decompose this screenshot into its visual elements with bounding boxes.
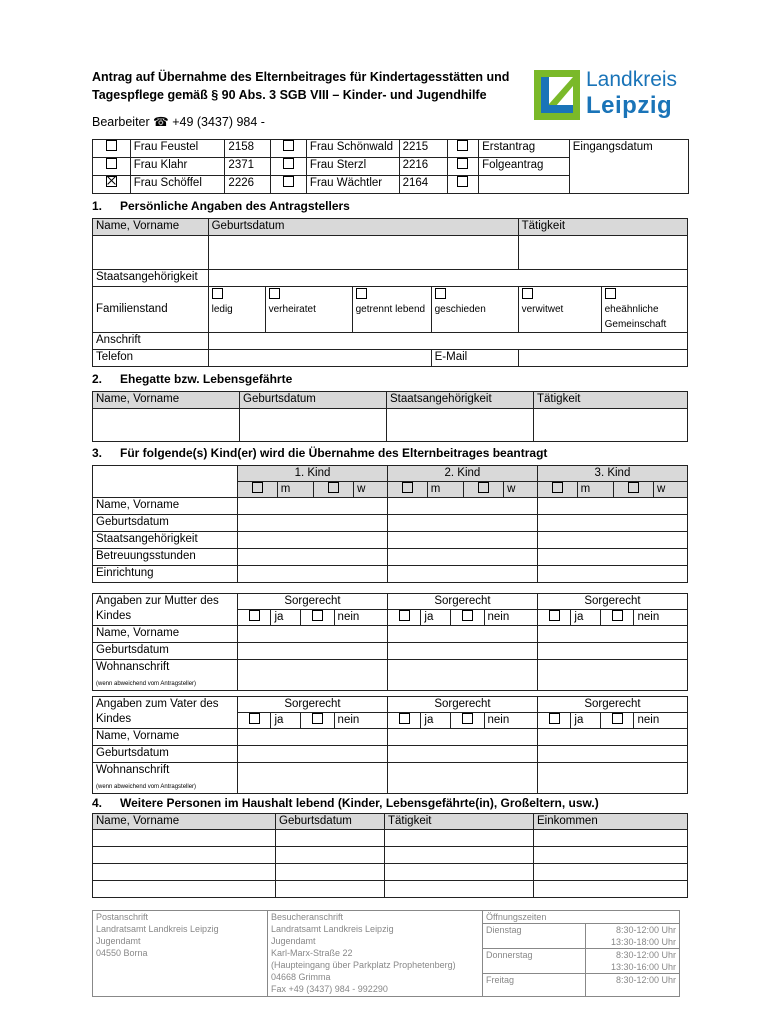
mutter-field[interactable] (537, 643, 687, 660)
staff-name: Frau Klahr (130, 158, 225, 176)
kind-row-label: Staatsangehörigkeit (93, 532, 238, 549)
col-name: Name, Vorname (93, 814, 276, 830)
staff-ext: 2158 (225, 140, 271, 158)
kind-row-label: Geburtsdatum (93, 515, 238, 532)
kind-field[interactable] (537, 515, 687, 532)
email-label: E-Mail (431, 350, 518, 367)
section-2-table (92, 391, 688, 442)
person-field[interactable] (93, 830, 276, 847)
col-staat: Staatsangehörigkeit (387, 392, 534, 409)
vater-field[interactable] (387, 763, 537, 794)
children-table: 1. Kind 2. Kind 3. Kind m w m w m w Name, Vorname Geburtsdatum Staatsangehörigkeit Betreuungsstunden Einrichtung (92, 465, 688, 583)
section-1-table: Name, Vorname Geburtsdatum Tätigkeit Staatsangehörigkeit Familienstand ledig verheiratet getrennt lebend geschieden verwitwet eheähnliche Gemeinschaft Anschrift Telefon E-Mail (92, 218, 688, 367)
ledig-checkbox[interactable] (212, 288, 223, 299)
mutter-row-label: Wohnanschrift (wenn abweichend vom Antragsteller) (93, 660, 238, 691)
col-name: Name, Vorname (93, 219, 209, 236)
kind-row-label: Name, Vorname (93, 498, 238, 515)
taetigkeit-field[interactable] (518, 236, 687, 270)
kind-3-m-checkbox[interactable] (552, 482, 563, 493)
vater-field[interactable] (238, 729, 388, 746)
vater-row-label: Geburtsdatum (93, 746, 238, 763)
person-field[interactable] (276, 864, 385, 881)
vater-field[interactable] (537, 729, 687, 746)
col-geburtsdatum: Geburtsdatum (276, 814, 385, 830)
father-table: Angaben zum Vater des Kindes Sorgerecht Sorgerecht Sorgerecht ja nein ja nein ja nein Name, Vorname Geburtsdatum Wohnanschrift (wenn abweichend vom Antragsteller) (92, 696, 688, 794)
kind-field[interactable] (238, 549, 388, 566)
person-field[interactable] (93, 881, 276, 898)
col-taetigkeit: Tätigkeit (534, 392, 688, 409)
person-field[interactable] (276, 847, 385, 864)
section-2-heading: 2. Ehegatte bzw. Lebensgefährte (92, 372, 293, 386)
bearbeiter-phone: Bearbeiter ☎ +49 (3437) 984 - (92, 115, 265, 129)
person-field[interactable] (93, 847, 276, 864)
kind-field[interactable] (238, 532, 388, 549)
landkreis-logo (534, 68, 684, 124)
kind-field[interactable] (537, 498, 687, 515)
person-field[interactable] (534, 830, 688, 847)
kind-field[interactable] (238, 498, 388, 515)
kind-field[interactable] (238, 566, 388, 583)
mutter-field[interactable] (238, 660, 388, 691)
staff-checkbox[interactable] (283, 158, 294, 169)
mutter-row-label: Geburtsdatum (93, 643, 238, 660)
staff-name: Frau Schönwald (306, 140, 399, 158)
partner-taet-field[interactable] (534, 409, 688, 442)
partner-geb-field[interactable] (240, 409, 387, 442)
kind-row-label: Betreuungsstunden (93, 549, 238, 566)
antrag-option: Erstantrag (479, 140, 570, 158)
sorgerecht-nein-checkbox[interactable] (462, 713, 473, 724)
staff-ext: 2371 (225, 158, 271, 176)
familienstand-label: Familienstand (93, 287, 209, 333)
verheiratet-checkbox[interactable] (269, 288, 280, 299)
geschieden-checkbox[interactable] (435, 288, 446, 299)
antrag-option: Folgeantrag (479, 158, 570, 176)
staff-ext: 2215 (399, 140, 447, 158)
eheaehnlich-checkbox[interactable] (605, 288, 616, 299)
kind-3-header: 3. Kind (537, 466, 687, 482)
form-title (92, 68, 532, 104)
partner-name-field[interactable] (93, 409, 240, 442)
logo-mark-icon (534, 70, 580, 120)
telefon-label: Telefon (93, 350, 209, 367)
partner-staat-field[interactable] (387, 409, 534, 442)
antrag-checkbox[interactable] (457, 158, 468, 169)
kind-field[interactable] (387, 498, 537, 515)
vater-row-label: Name, Vorname (93, 729, 238, 746)
kind-field[interactable] (238, 515, 388, 532)
kind-3-w-checkbox[interactable] (628, 482, 639, 493)
mutter-field[interactable] (238, 643, 388, 660)
kind-row-label: Einrichtung (93, 566, 238, 583)
sorgerecht-ja-checkbox[interactable] (249, 713, 260, 724)
sorgerecht-nein-checkbox[interactable] (312, 713, 323, 724)
vater-field[interactable] (238, 746, 388, 763)
sorgerecht-ja-checkbox[interactable] (249, 610, 260, 621)
mutter-field[interactable] (238, 626, 388, 643)
kind-field[interactable] (537, 532, 687, 549)
sorgerecht-nein-checkbox[interactable] (312, 610, 323, 621)
kind-field[interactable] (387, 549, 537, 566)
section-3-heading: 3. Für folgende(s) Kind(er) wird die Übernahme des Elternbeitrages beantragt (92, 446, 548, 460)
sorgerecht-nein-checkbox[interactable] (612, 713, 623, 724)
col-geburtsdatum: Geburtsdatum (208, 219, 518, 236)
mutter-label: Angaben zur Mutter des Kindes (93, 594, 238, 626)
kind-1-m-checkbox[interactable] (252, 482, 263, 493)
section-1-heading: 1. Persönliche Angaben des Antragstellers (92, 199, 350, 213)
vater-row-label: Wohnanschrift (wenn abweichend vom Antragsteller) (93, 763, 238, 794)
geburtsdatum-field[interactable] (208, 236, 518, 270)
logo-text-leipzig: Leipzig (586, 92, 673, 119)
name-field[interactable] (93, 236, 209, 270)
vater-label: Angaben zum Vater des Kindes (93, 697, 238, 729)
telefon-field[interactable] (208, 350, 431, 367)
kind-field[interactable] (537, 566, 687, 583)
title-line-2: Tagespflege gemäß § 90 Abs. 3 SGB VIII – Kinder- und Jugendhilfe (92, 88, 487, 102)
mutter-field[interactable] (387, 643, 537, 660)
staff-table (92, 139, 689, 194)
antrag-checkbox[interactable] (457, 176, 468, 187)
sorgerecht-ja-checkbox[interactable] (399, 713, 410, 724)
kind-1-w-checkbox[interactable] (328, 482, 339, 493)
staff-name: Frau Wächtler (306, 176, 399, 194)
col-taetigkeit: Tätigkeit (518, 219, 687, 236)
col-geburtsdatum: Geburtsdatum (240, 392, 387, 409)
antrag-checkbox[interactable] (457, 140, 468, 151)
footer-postanschrift: Postanschrift Landratsamt Landkreis Leipzig Jugendamt 04550 Borna (93, 911, 268, 997)
col-taetigkeit: Tätigkeit (385, 814, 534, 830)
kind-2-m-checkbox[interactable] (402, 482, 413, 493)
verwitwet-checkbox[interactable] (522, 288, 533, 299)
mutter-field[interactable] (537, 660, 687, 691)
staff-checkbox[interactable] (283, 176, 294, 187)
kind-field[interactable] (537, 549, 687, 566)
mutter-row-label: Name, Vorname (93, 626, 238, 643)
col-einkommen: Einkommen (534, 814, 688, 830)
col-name: Name, Vorname (93, 392, 240, 409)
staff-ext: 2164 (399, 176, 447, 194)
eingangsdatum-field: Eingangsdatum (569, 140, 688, 194)
logo-text-landkreis: Landkreis (586, 68, 678, 91)
section-4-heading: 4. Weitere Personen im Haushalt lebend (Kinder, Lebensgefährte(in), Großeltern, usw.) (92, 796, 599, 810)
anschrift-label: Anschrift (93, 333, 209, 350)
person-field[interactable] (385, 830, 534, 847)
sorgerecht-ja-checkbox[interactable] (549, 610, 560, 621)
person-field[interactable] (385, 864, 534, 881)
vater-field[interactable] (387, 746, 537, 763)
staff-checkbox[interactable] (106, 158, 117, 169)
anschrift-field[interactable] (208, 333, 687, 350)
staff-name: Frau Sterzl (306, 158, 399, 176)
mutter-field[interactable] (387, 660, 537, 691)
person-field[interactable] (534, 864, 688, 881)
staff-checkbox[interactable] (283, 140, 294, 151)
email-field[interactable] (518, 350, 687, 367)
mutter-field[interactable] (537, 626, 687, 643)
vater-field[interactable] (238, 763, 388, 794)
person-field[interactable] (385, 847, 534, 864)
section-4-table (92, 813, 688, 898)
mutter-field[interactable] (387, 626, 537, 643)
kind-1-header: 1. Kind (238, 466, 388, 482)
staat-label: Staatsangehörigkeit (93, 270, 209, 287)
footer-besucheranschrift: Besucheranschrift Landratsamt Landkreis Leipzig Jugendamt Karl-Marx-Straße 22 (Haupteingang über Parkplatz Prophetenberg) 04668 Grimma Fax +49 (3437) 984 - 992290 (268, 911, 483, 997)
person-field[interactable] (534, 847, 688, 864)
kind-field[interactable] (387, 515, 537, 532)
person-field[interactable] (534, 881, 688, 898)
vater-field[interactable] (537, 763, 687, 794)
person-field[interactable] (385, 881, 534, 898)
staff-name: Frau Schöffel (130, 176, 225, 194)
sorgerecht-ja-checkbox[interactable] (399, 610, 410, 621)
staff-ext: 2216 (399, 158, 447, 176)
sorgerecht-nein-checkbox[interactable] (612, 610, 623, 621)
staat-field[interactable] (208, 270, 687, 287)
vater-field[interactable] (387, 729, 537, 746)
staff-name: Frau Feustel (130, 140, 225, 158)
sorgerecht-nein-checkbox[interactable] (462, 610, 473, 621)
staff-checkbox-checked[interactable] (106, 176, 117, 187)
footer-oeffnungszeiten: Öffnungszeiten Dienstag 8:30-12:00 Uhr 13:30-18:00 Uhr Donnerstag 8:30-12:00 Uhr 13:30-16:00 Uhr Freitag 8:30-12:00 Uhr (483, 911, 680, 997)
kind-field[interactable] (387, 566, 537, 583)
staff-checkbox[interactable] (106, 140, 117, 151)
vater-field[interactable] (537, 746, 687, 763)
staff-ext: 2226 (225, 176, 271, 194)
title-line-1: Antrag auf Übernahme des Elternbeitrages für Kindertagesstätten und (92, 70, 510, 84)
kind-field[interactable] (387, 532, 537, 549)
kind-2-header: 2. Kind (387, 466, 537, 482)
person-field[interactable] (276, 881, 385, 898)
sorgerecht-ja-checkbox[interactable] (549, 713, 560, 724)
antrag-option (479, 176, 570, 194)
person-field[interactable] (276, 830, 385, 847)
mother-table: Angaben zur Mutter des Kindes Sorgerecht Sorgerecht Sorgerecht ja nein ja nein ja nein Name, Vorname Geburtsdatum Wohnanschrift (wenn abweichend vom Antragsteller) (92, 593, 688, 691)
person-field[interactable] (93, 864, 276, 881)
getrennt-checkbox[interactable] (356, 288, 367, 299)
footer-table (92, 910, 680, 997)
kind-2-w-checkbox[interactable] (478, 482, 489, 493)
